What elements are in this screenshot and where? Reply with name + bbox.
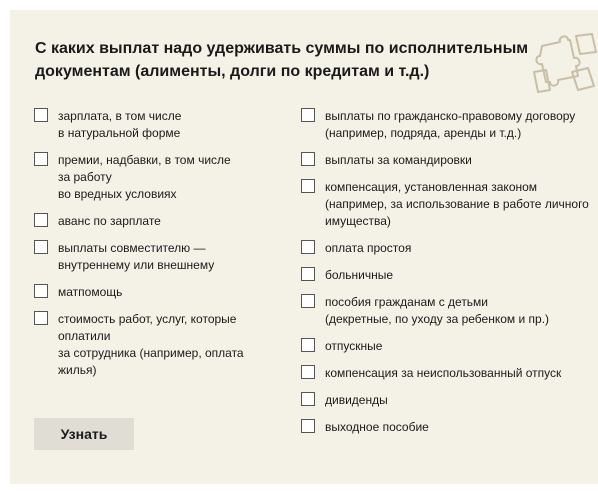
- option-label: дивиденды: [325, 393, 388, 407]
- checkbox[interactable]: [34, 152, 48, 166]
- checkbox[interactable]: [301, 108, 315, 122]
- option-label: компенсация за неиспользованный отпуск: [325, 366, 562, 380]
- option-label: пособия гражданам с детьми (декретные, по уходу за ребенком и пр.): [325, 295, 550, 326]
- option-label: премии, надбавки, в том числе за работу во вредных условиях: [58, 153, 231, 201]
- option-item[interactable]: [301, 179, 598, 230]
- option-item[interactable]: [34, 152, 284, 203]
- option-item[interactable]: [301, 419, 598, 436]
- option-item[interactable]: [34, 240, 284, 274]
- right-options: [301, 108, 598, 446]
- option-label: выходное пособие: [325, 420, 429, 434]
- option-item[interactable]: [301, 152, 598, 169]
- option-item[interactable]: [34, 108, 284, 142]
- checkbox[interactable]: [34, 240, 48, 254]
- checkbox[interactable]: [34, 108, 48, 122]
- option-item[interactable]: [301, 365, 598, 382]
- checkbox[interactable]: [301, 179, 315, 193]
- option-item[interactable]: [34, 284, 284, 301]
- checkbox[interactable]: [301, 365, 315, 379]
- checkbox[interactable]: [34, 311, 48, 325]
- puzzle-icon: [524, 28, 598, 108]
- option-item[interactable]: [34, 213, 284, 230]
- checkbox[interactable]: [301, 267, 315, 281]
- submit-button[interactable]: Узнать: [34, 418, 134, 450]
- option-label: оплата простоя: [325, 241, 412, 255]
- option-label: аванс по зарплате: [58, 214, 161, 228]
- option-label: матпомощь: [58, 285, 123, 299]
- option-label: зарплата, в том числе в натуральной форме: [58, 109, 182, 140]
- quiz-card: [10, 10, 598, 484]
- option-item[interactable]: [301, 267, 598, 284]
- checkbox[interactable]: [301, 419, 315, 433]
- option-label: отпускные: [325, 339, 383, 353]
- checkbox[interactable]: [301, 392, 315, 406]
- option-label: выплаты за командировки: [325, 153, 472, 167]
- option-item[interactable]: [301, 392, 598, 409]
- option-label: больничные: [325, 268, 394, 282]
- option-label: выплаты совместителю — внутреннему или внешнему: [58, 241, 215, 272]
- option-item[interactable]: [34, 311, 284, 379]
- checkbox[interactable]: [34, 213, 48, 227]
- checkbox[interactable]: [301, 240, 315, 254]
- quiz-title: С каких выплат надо удерживать суммы по исполнительным документам (алименты, долги по кредитам и т.д.): [35, 40, 529, 80]
- left-options: [34, 108, 284, 389]
- option-item[interactable]: [301, 338, 598, 355]
- option-item[interactable]: [301, 294, 598, 328]
- option-label: выплаты по гражданско-правовому договору (например, подряда, аренды и т.д.): [325, 109, 576, 140]
- option-item[interactable]: [301, 108, 598, 142]
- checkbox[interactable]: [34, 284, 48, 298]
- checkbox[interactable]: [301, 152, 315, 166]
- checkbox[interactable]: [301, 338, 315, 352]
- checkbox[interactable]: [301, 294, 315, 308]
- option-label: компенсация, установленная законом (например, за использование в работе личного имущества): [325, 180, 589, 228]
- option-item[interactable]: [301, 240, 598, 257]
- option-label: стоимость работ, услуг, которые оплатили за сотрудника (например, оплата жилья): [58, 312, 244, 377]
